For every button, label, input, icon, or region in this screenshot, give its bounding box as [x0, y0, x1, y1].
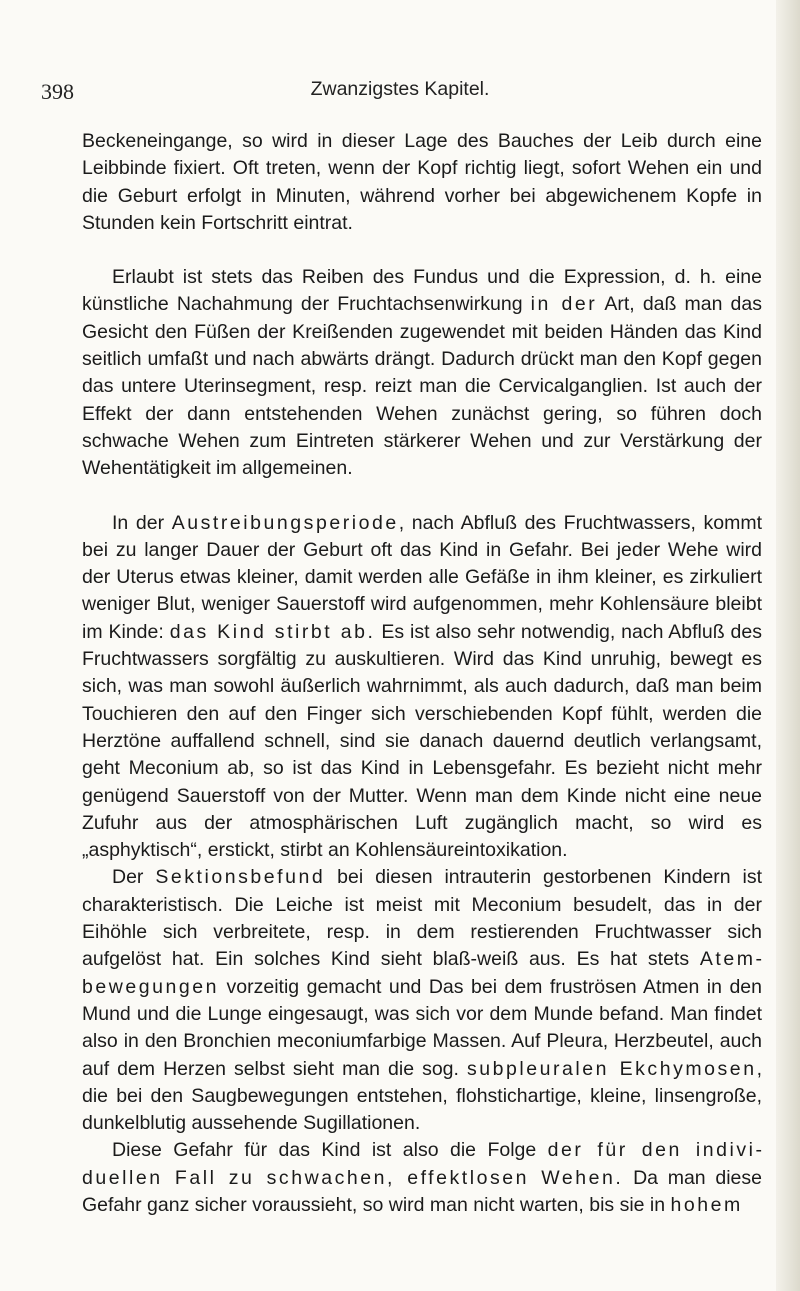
- emphasis-text: Atembewegungen: [82, 948, 762, 998]
- page-edge-shadow: [776, 0, 800, 1291]
- text-span: Der: [112, 866, 156, 889]
- emphasis-text: Sektionsbefund: [155, 866, 326, 889]
- emphasis-text: Austreibungsperiode: [171, 511, 399, 534]
- text-span: Beckeneingange, so wird in dieser Lage des Bauches der Leib durch eine Leibbinde fixiert. Oft treten, wenn der Kopf richtig liegt, sofort Wehen ein und die Geburt erfolgt in Minuten, während vorher bei abgewichenem Kopfe in Stunden kein Fortschritt eintrat.: [82, 130, 762, 234]
- text-span: , nach Abfluß des Fruchtwassers, kommt bei zu langer Dauer der Geburt oft das Kind in Gefahr. Bei jeder Wehe wird der Uterus etwas kleiner, damit werden alle Gefäße in ihm kleiner, es zirkuliert weniger Blut, weniger Sauerstoff wird aufgenommen, mehr Kohlensäure bleibt im Kinde:: [82, 511, 762, 643]
- text-span: bei diesen intrauterin gestorbenen Kindern ist charakteristisch. Die Leiche ist meist mit Meconium besudelt, das in der Eihöhle sich verbreitete, resp. in dem restierenden Fruchtwasser sich aufgelöst hat. Ein solches Kind sieht blaß-weiß aus. Es hat stets: [82, 866, 762, 971]
- text-span: Diese Gefahr für das Kind ist also die Folge: [112, 1139, 548, 1162]
- emphasis-text: der für den individuellen Fall zu schwachen, effektlosen Wehen.: [82, 1139, 762, 1189]
- running-head: Zwanzigstes Kapitel.: [310, 78, 490, 100]
- text-span: Da man diese Gefahr ganz sicher voraussieht, so wird man nicht warten, bis sie in: [82, 1166, 762, 1216]
- emphasis-text: hohem: [670, 1193, 743, 1216]
- text-span: Erlaubt ist stets das Reiben des Fundus und die Expression, d. h. eine künstliche Nachahmung der Fruchtachsenwirkung: [82, 266, 762, 316]
- text-span: Es ist also sehr notwendig, nach Abfluß des Fruchtwassers sorgfältig zu auskultieren. Wird das Kind unruhig, bewegt es sich, was man sowohl äußerlich wahrnimmt, als auch dadurch, daß man beim Touchieren den auf den Finger sich verschiebenden Kopf fühlt, werden die Herztöne auffallend schnell, sind sie danach dauernd deutlich verlangsamt, geht Meconium ab, so ist das Kind in Lebensgefahr. Es bezieht nicht mehr genügend Sauerstoff von der Mutter. Wenn man dem Kinde nicht eine neue Zufuhr aus der atmosphärischen Luft zugänglich macht, so wird es „asphyktisch“, erstickt, stirbt an Kohlensäureintoxikation.: [82, 620, 762, 862]
- emphasis-text: subpleuralen Ekchymosen: [466, 1057, 757, 1080]
- text-span: In der: [112, 511, 172, 534]
- emphasis-text: das Kind stirbt ab.: [169, 620, 376, 643]
- paragraph: [82, 128, 762, 237]
- paragraph: [82, 264, 762, 482]
- text-span: vorzeitig gemacht und Das bei dem fruströsen Atmen in den Mund und die Lunge eingesaugt, was sich vor dem Munde befand. Man findet also in den Bronchien meconiumfarbige Massen. Auf Pleura, Herzbeutel, auch auf dem Herzen selbst sieht man die sog.: [82, 975, 762, 1080]
- page-number: 398: [41, 79, 74, 104]
- text-span: Art, daß man das Gesicht den Füßen der Kreißenden zugewendet mit beiden Händen das Kind seitlich umfaßt und nach abwärts drängt. Dadurch drückt man den Kopf gegen das untere Uterinsegment, resp. reizt man die Cervicalganglien. Ist auch der Effekt der dann entstehenden Wehen zunächst gering, so führen doch schwache Wehen zum Eintreten stärkerer Wehen und zur Verstärkung der Wehentätigkeit im allgemeinen.: [82, 293, 762, 480]
- paragraph: [82, 1137, 762, 1219]
- paragraph: [82, 864, 762, 1137]
- emphasis-text: in der: [530, 293, 598, 316]
- text-span: , die bei den Saugbewegungen entstehen, flohstichartige, kleine, linsengroße, dunkelblutig aussehende Sugillationen.: [82, 1057, 762, 1135]
- body-text: [82, 128, 762, 1219]
- paragraph: [82, 510, 762, 865]
